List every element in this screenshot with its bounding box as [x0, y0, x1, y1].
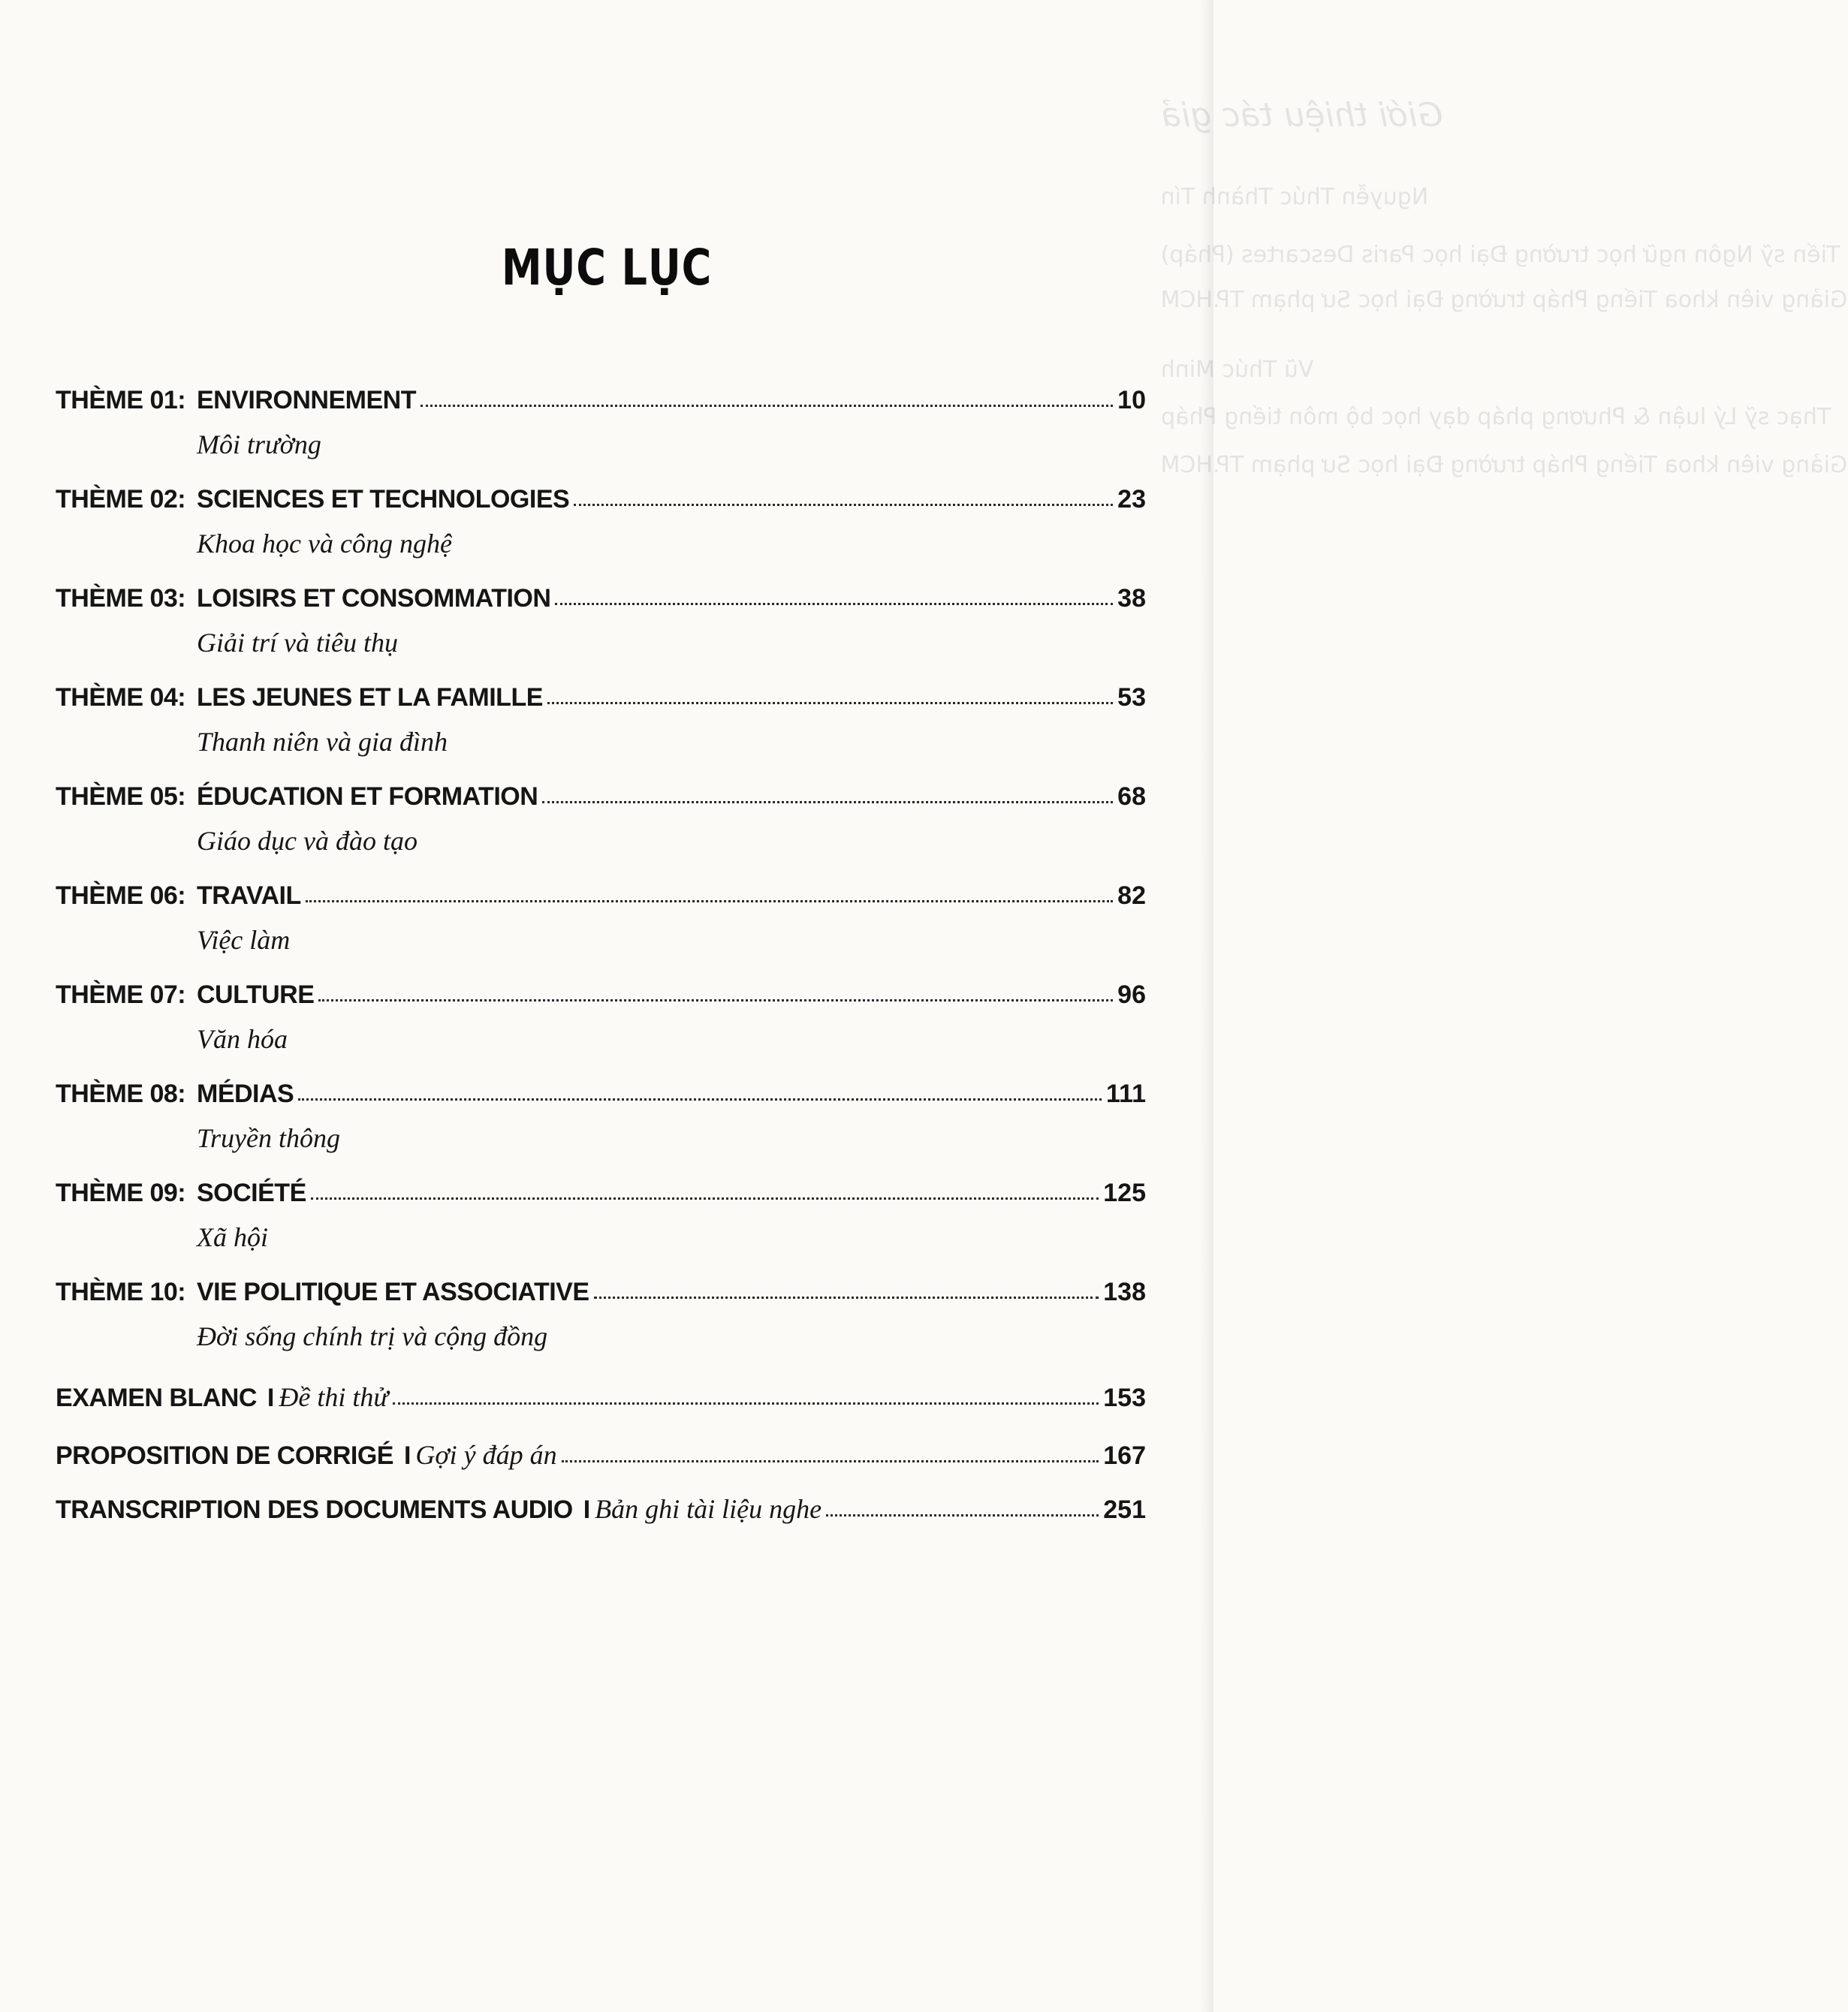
theme-subtitle-vn: Việc làm — [197, 925, 291, 955]
toc-entry-theme-08[interactable] — [56, 1069, 1146, 1168]
entry-separator: I — [403, 1441, 412, 1470]
dot-leader — [562, 1460, 1099, 1462]
theme-label: THÈME 08: — [56, 1080, 186, 1108]
page-number: 68 — [1117, 782, 1146, 811]
page-number: 251 — [1103, 1495, 1146, 1524]
theme-title: MÉDIAS — [197, 1080, 294, 1108]
page-number: 125 — [1103, 1179, 1146, 1207]
toc-entry-examen-blanc[interactable] — [56, 1366, 1146, 1428]
page-number: 111 — [1106, 1080, 1146, 1108]
theme-title: CULTURE — [197, 980, 315, 1009]
page-number: 167 — [1103, 1441, 1146, 1470]
theme-label: THÈME 07: — [56, 980, 186, 1009]
dot-leader — [298, 1098, 1102, 1101]
page-number: 10 — [1117, 386, 1146, 414]
page-number: 82 — [1117, 881, 1146, 910]
toc-entry-theme-09[interactable] — [56, 1168, 1146, 1267]
theme-title: TRAVAIL — [197, 881, 301, 910]
toc-entry-transcription[interactable] — [56, 1482, 1146, 1536]
theme-title: VIE POLITIQUE ET ASSOCIATIVE — [197, 1278, 589, 1306]
theme-title: SOCIÉTÉ — [197, 1179, 306, 1207]
theme-subtitle-vn: Môi trường — [197, 429, 321, 459]
dot-leader — [826, 1514, 1099, 1517]
page-number: 38 — [1117, 584, 1146, 613]
theme-subtitle-vn: Giáo dục và đào tạo — [197, 826, 418, 856]
theme-label: THÈME 09: — [56, 1179, 186, 1207]
theme-subtitle-vn: Truyền thông — [197, 1123, 341, 1153]
bleed-line: Nguyễn Thúc Thành Tín — [1161, 184, 1429, 210]
entry-title: TRANSCRIPTION DES DOCUMENTS AUDIO — [56, 1495, 573, 1524]
theme-title: ENVIRONNEMENT — [197, 386, 416, 414]
theme-subtitle-vn: Giải trí và tiêu thụ — [197, 628, 398, 658]
theme-title: LOISIRS ET CONSOMMATION — [197, 584, 551, 613]
entry-separator: I — [583, 1495, 591, 1524]
theme-label: THÈME 03: — [56, 584, 186, 613]
theme-label: THÈME 04: — [56, 683, 186, 712]
dot-leader — [318, 999, 1113, 1001]
dot-leader — [542, 801, 1113, 803]
theme-subtitle-vn: Thanh niên và gia đình — [197, 727, 448, 757]
toc-entry-theme-10[interactable] — [56, 1267, 1146, 1366]
page-number: 96 — [1117, 980, 1146, 1009]
entry-subtitle-vn: Gợi ý đáp án — [415, 1440, 557, 1470]
toc-entry-theme-04[interactable] — [56, 673, 1146, 772]
entry-title: PROPOSITION DE CORRIGÉ — [56, 1441, 393, 1470]
theme-title: LES JEUNES ET LA FAMILLE — [197, 683, 543, 712]
theme-subtitle-vn: Khoa học và công nghệ — [197, 529, 452, 559]
entry-title: EXAMEN BLANC — [56, 1384, 257, 1412]
theme-label: THÈME 06: — [56, 881, 186, 910]
dot-leader — [421, 405, 1113, 407]
entry-subtitle-vn: Bản ghi tài liệu nghe — [595, 1494, 822, 1524]
toc-entry-theme-01[interactable] — [56, 375, 1146, 474]
page-edge-shadow — [1200, 0, 1213, 2012]
dot-leader — [311, 1197, 1099, 1200]
page-number: 23 — [1117, 485, 1146, 514]
theme-label: THÈME 02: — [56, 485, 186, 514]
table-of-contents — [56, 375, 1146, 1536]
theme-title: SCIENCES ET TECHNOLOGIES — [197, 485, 570, 514]
page-number: 53 — [1117, 683, 1146, 712]
dot-leader — [393, 1402, 1099, 1405]
bleed-line: Giảng viên khoa Tiếng Pháp trường Đại học Sư phạm TP.HCM — [1161, 452, 1848, 478]
theme-subtitle-vn: Xã hội — [197, 1222, 268, 1252]
toc-entry-proposition-de-corrige[interactable] — [56, 1428, 1146, 1482]
bleed-line: Tiến sỹ Ngôn ngữ học trường Đại học Paris Descartes (Pháp) — [1161, 242, 1840, 268]
toc-entry-theme-02[interactable] — [56, 474, 1146, 574]
bleed-line: Thạc sỹ Lý luận & Phương pháp dạy học bộ môn tiếng Pháp — [1161, 404, 1831, 430]
toc-entry-theme-06[interactable] — [56, 871, 1146, 970]
toc-entry-theme-07[interactable] — [56, 970, 1146, 1069]
theme-subtitle-vn: Văn hóa — [197, 1024, 288, 1054]
entry-separator: I — [267, 1384, 275, 1412]
page-title: MỤC LỤC — [501, 239, 713, 297]
toc-entry-theme-05[interactable] — [56, 772, 1146, 871]
dot-leader — [547, 702, 1113, 704]
theme-label: THÈME 05: — [56, 782, 186, 811]
bleed-line: Giảng viên khoa Tiếng Pháp trường Đại học Sư phạm TP.HCM — [1161, 287, 1848, 313]
dot-leader — [594, 1297, 1099, 1299]
entry-subtitle-vn: Đề thi thử — [279, 1382, 388, 1412]
toc-entry-theme-03[interactable] — [56, 574, 1146, 673]
theme-label: THÈME 01: — [56, 386, 186, 414]
page-number: 138 — [1103, 1278, 1146, 1306]
bleed-heading: Giới thiệu tác giả — [1161, 96, 1443, 134]
dot-leader — [555, 603, 1113, 605]
dot-leader — [306, 900, 1113, 902]
theme-subtitle-vn: Đời sống chính trị và cộng đồng — [197, 1321, 548, 1351]
theme-title: ÉDUCATION ET FORMATION — [197, 782, 538, 811]
dot-leader — [574, 504, 1113, 506]
theme-label: THÈME 10: — [56, 1278, 186, 1306]
bleed-line: Vũ Thúc Minh — [1161, 357, 1314, 383]
page-number: 153 — [1103, 1384, 1146, 1412]
